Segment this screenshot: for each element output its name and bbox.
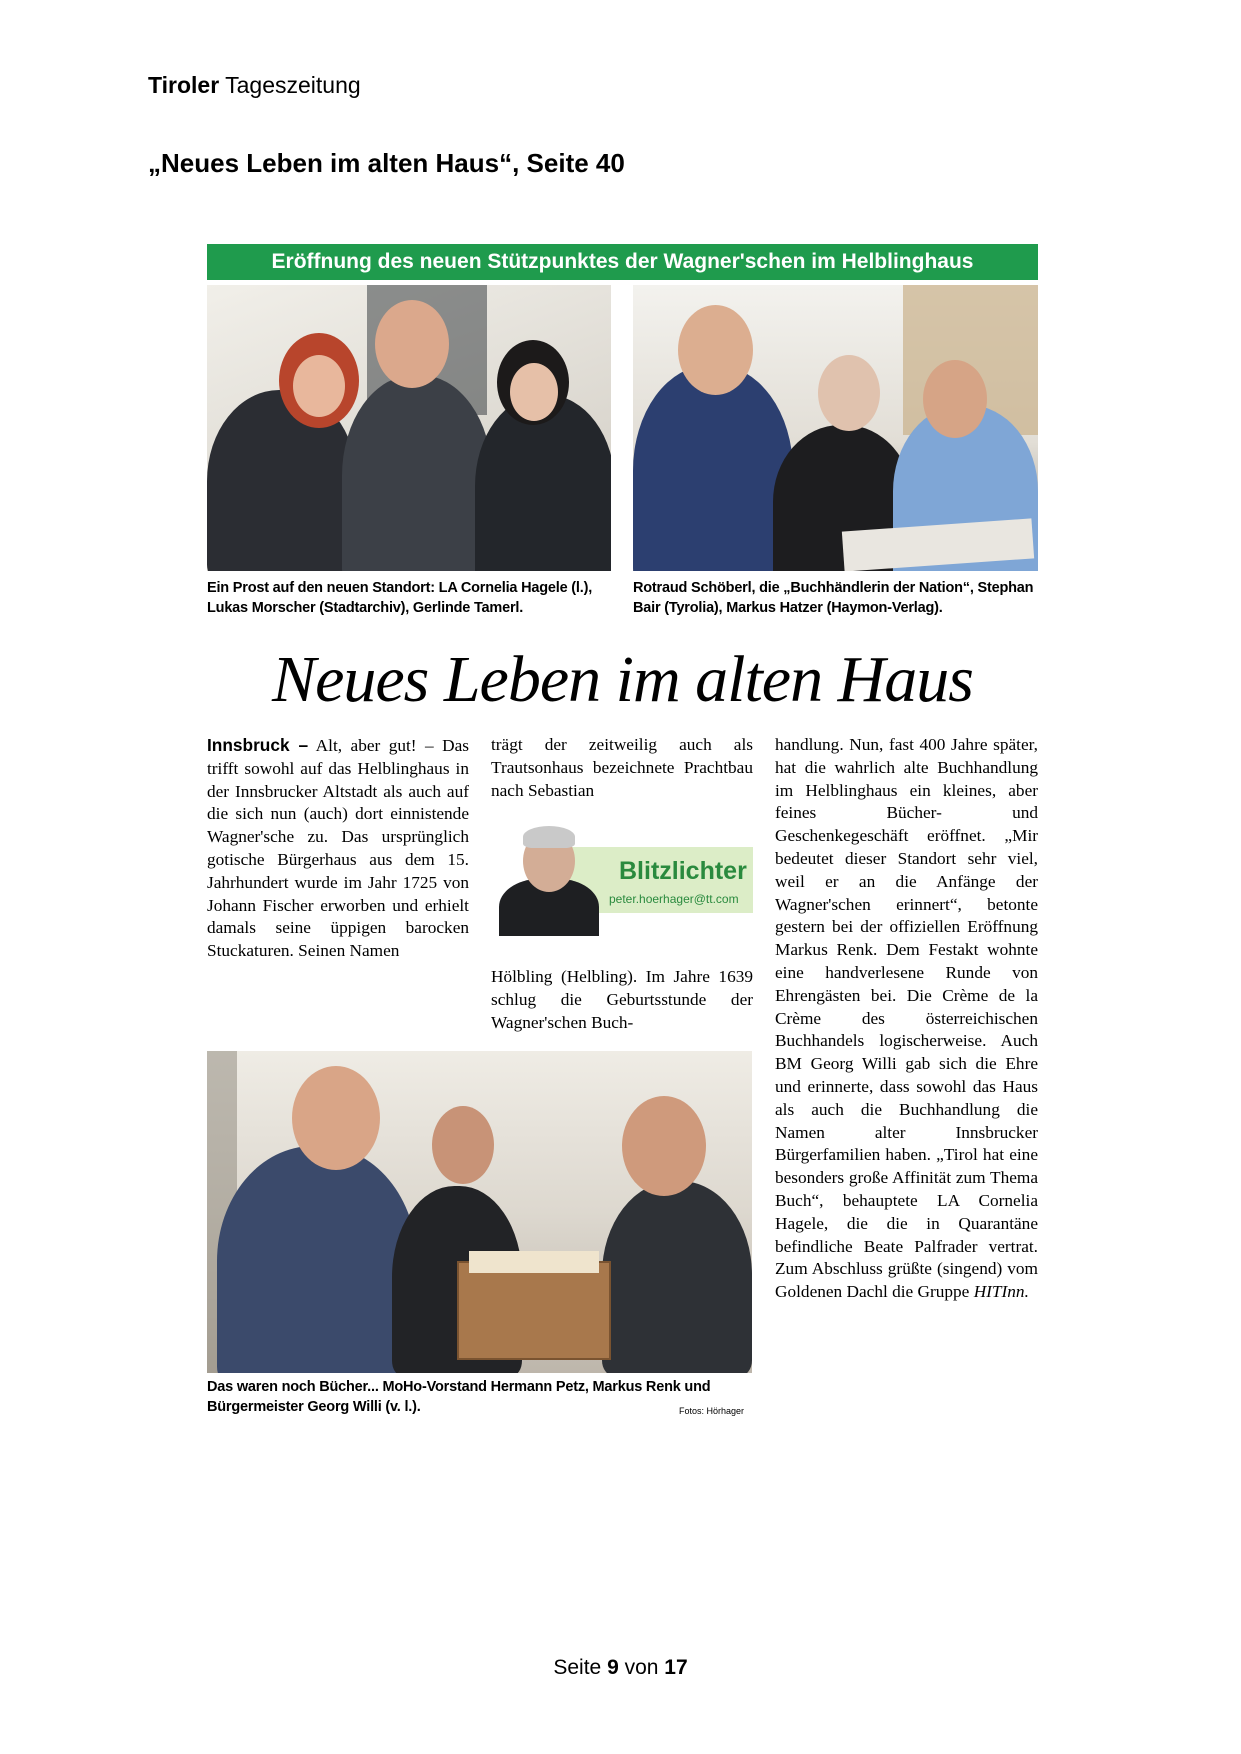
article-column-2-top: trägt der zeitweilig auch als Trautsonhaus bezeichnete Prachtbau nach Sebastian — [491, 735, 753, 800]
blitzlichter-email: peter.hoerhager@tt.com — [609, 892, 739, 906]
page-footer — [0, 1656, 1241, 1680]
blitzlichter-title: Blitzlichter — [619, 857, 747, 885]
dateline: Innsbruck – — [207, 735, 309, 755]
photo-toast — [207, 285, 611, 571]
photo-booksellers — [633, 285, 1038, 571]
photo-caption-1: Ein Prost auf den neuen Standort: LA Cornelia Hagele (l.), Lukas Morscher (Stadtarchiv), Gerlinde Tamerl. — [207, 580, 593, 616]
blitzlichter-box — [491, 824, 753, 936]
newspaper-clipping — [207, 244, 1038, 1424]
footer-total: 17 — [664, 1656, 688, 1679]
photo-caption-2: Rotraud Schöberl, die „Buchhändlerin der Nation“, Stephan Bair (Tyrolia), Markus Hatzer (Haymon-Verlag). — [633, 580, 1034, 616]
photo-caption-3: Das waren noch Bücher... MoHo-Vorstand Hermann Petz, Markus Renk und Bürgermeister Georg Willi (v. l.). — [207, 1379, 711, 1415]
column-1-text: Alt, aber gut! – Das trifft sowohl auf das Helblinghaus in der Innsbrucker Altstadt als auch auf die sich nun (auch) dort einnistende Wagner'sche zu. Das ursprünglich gotische Bürgerhaus aus dem 15. Jahrhundert wurde im Jahr 1725 von Johann Fischer erworben und erhielt damals seine üppigen barocken Stuckaturen. Seinen Namen — [207, 736, 469, 961]
publication-name — [148, 72, 361, 99]
article-column-3 — [775, 734, 1038, 1304]
column-3-text: handlung. Nun, fast 400 Jahre später, hat die wahrlich alte Buchhandlung im Helblinghaus ein kleines, aber feines Bücher- und Geschenkegeschäft eröffnet. „Mir bedeutet dieser Standort sehr viel, weil er an die Anfänge der Wagner'schen erinnert“, betonte gestern bei der offiziellen Eröffnung Markus Renk. Dem Festakt wohnte eine handverlesene Runde von Ehrengästen bei. Die Crème de la Crème des österreichischen Buchhandels logischerweise. Auch BM Georg Willi gab sich die Ehre und erinnerte, dass sowohl das Haus als auch die Buchhandlung die Namen alter Innsbrucker Bürgerfamilien haben. „Tirol hat eine besonders große Affinität zum Thema Buch“, behauptete LA Cornelia Hagele, die die in Quarantäne befindliche Beate Palfrader vertrat. Zum Abschluss grüßte (singend) vom Goldenen Dachl die Gruppe — [775, 735, 1038, 1302]
footer-prefix: Seite — [553, 1656, 602, 1679]
footer-page: 9 — [607, 1656, 619, 1679]
publication-name-rest: Tageszeitung — [225, 72, 361, 98]
article-reference: „Neues Leben im alten Haus“, Seite 40 — [148, 148, 625, 178]
photo-old-book — [207, 1051, 752, 1373]
publication-name-bold: Tiroler — [148, 72, 220, 98]
footer-middle: von — [624, 1656, 659, 1679]
clipping-banner: Eröffnung des neuen Stützpunktes der Wagner'schen im Helblinghaus — [207, 244, 1038, 280]
column-3-end: HITInn. — [973, 1282, 1029, 1302]
article-column-2-bottom: Hölbling (Helbling). Im Jahre 1639 schlug die Geburtsstunde der Wagner'schen Buch- — [491, 967, 753, 1032]
article-title: Neues Leben im alten Haus — [272, 643, 973, 716]
photo-credit: Fotos: Hörhager — [679, 1406, 745, 1416]
article-column-1 — [207, 734, 469, 963]
author-photo — [491, 824, 601, 936]
